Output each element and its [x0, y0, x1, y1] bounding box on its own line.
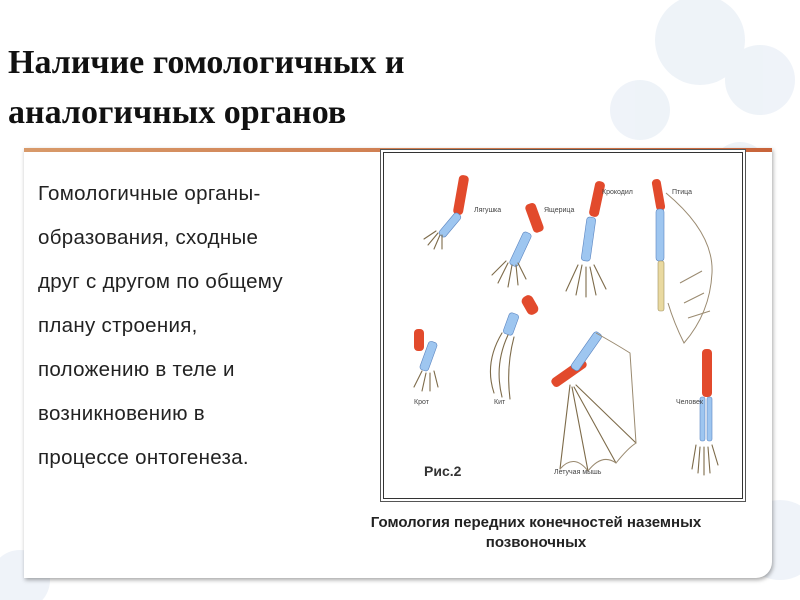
figure-caption-line1: Гомология передних конечностей наземных	[370, 514, 702, 531]
definition-line: друг с другом по общему	[38, 270, 283, 293]
frog-limb-illustration	[424, 174, 469, 249]
definition-line: процессе онтогенеза.	[38, 446, 249, 469]
human-arm-illustration	[692, 349, 718, 475]
animal-label: Ящерица	[544, 207, 575, 214]
figure-caption-line2: позвоночных	[485, 534, 587, 551]
slide-title-line1: Наличие гомологичных и	[8, 44, 405, 81]
animal-label: Птица	[672, 189, 693, 196]
figure-caption	[300, 513, 772, 553]
definition-line: положению в теле и	[38, 358, 235, 381]
whale-flipper-illustration	[490, 293, 540, 399]
animal-label: Крокодил	[602, 189, 633, 196]
definition-line: Гомологичные органы-	[38, 182, 261, 205]
mole-limb-illustration	[414, 329, 438, 391]
definition-line: возникновению в	[38, 402, 205, 425]
slide-title	[8, 38, 648, 138]
lizard-limb-illustration	[492, 202, 545, 287]
definition-text	[38, 172, 373, 480]
bird-wing-illustration	[651, 178, 712, 343]
definition-line: образования, сходные	[38, 226, 259, 249]
animal-label: Человек	[676, 399, 703, 406]
limb-illustrations	[384, 153, 742, 498]
animal-label: Крот	[414, 399, 429, 406]
animal-label: Летучая мышь	[554, 469, 602, 476]
animal-label: Лягушка	[474, 207, 502, 214]
homology-figure	[383, 152, 743, 499]
animal-label: Кит	[494, 399, 506, 406]
crocodile-limb-illustration	[566, 180, 606, 297]
figure-number: Рис.2	[424, 463, 462, 479]
bat-wing-illustration	[550, 331, 636, 471]
definition-line: плану строения,	[38, 314, 198, 337]
slide-title-line2: аналогичных органов	[8, 94, 347, 131]
